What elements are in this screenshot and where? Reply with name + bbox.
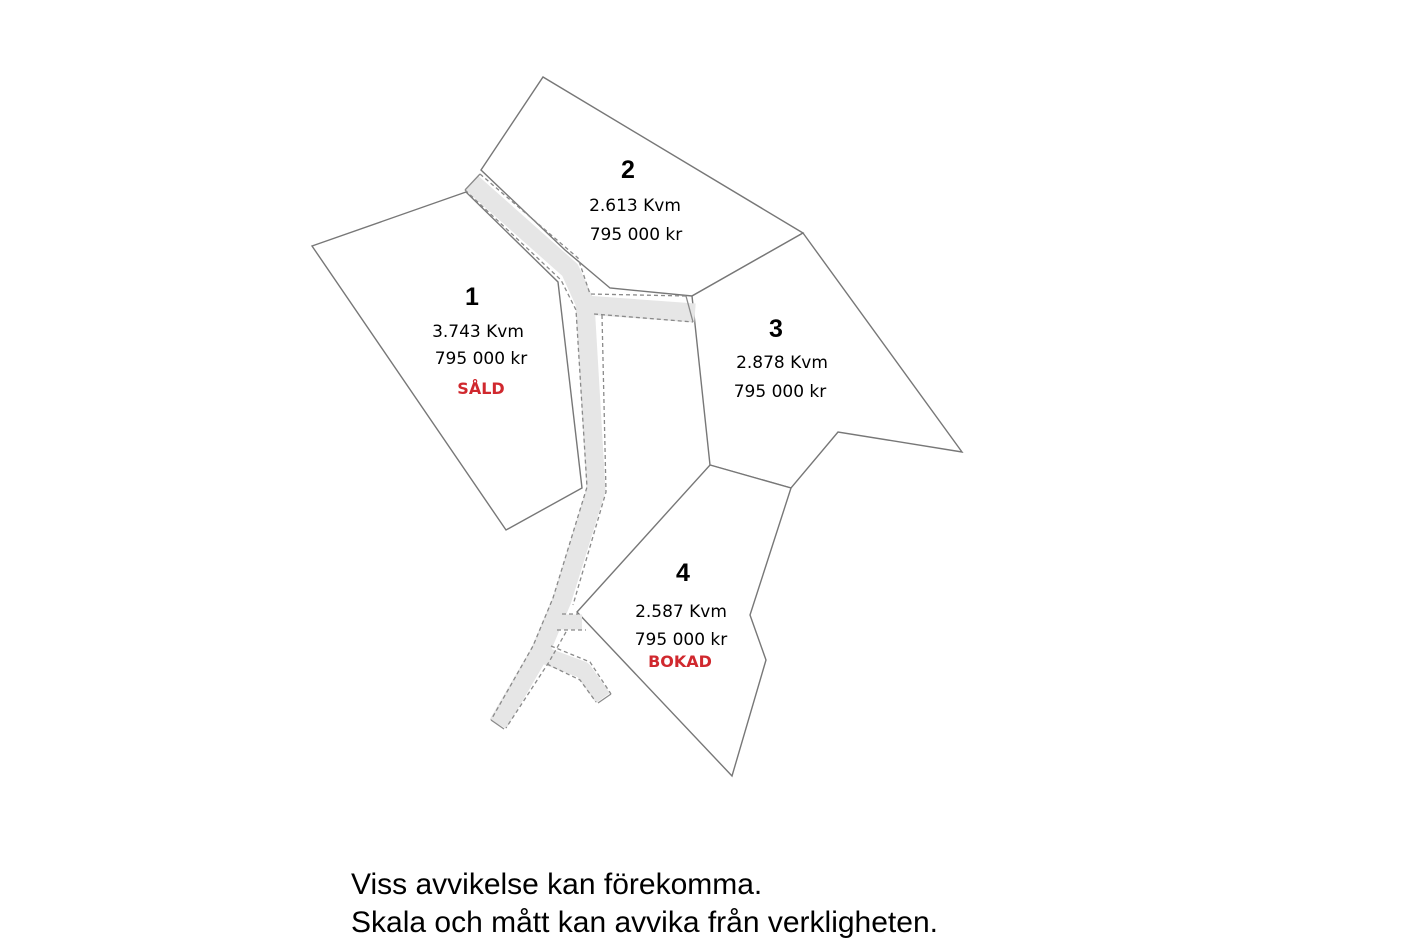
plot-1-status: SÅLD — [457, 379, 505, 398]
plot-3-number: 3 — [769, 315, 783, 343]
plot-3-area: 2.878 Kvm — [736, 353, 828, 373]
plot-3-price: 795 000 kr — [733, 382, 827, 402]
plot-1-number: 1 — [465, 283, 479, 311]
plot-4-number: 4 — [676, 559, 690, 587]
plot-1-area: 3.743 Kvm — [432, 322, 524, 342]
disclaimer — [351, 866, 1351, 942]
plot-4-area: 2.587 Kvm — [635, 602, 727, 622]
plot-2-price: 795 000 kr — [589, 225, 683, 245]
plot-1-price: 795 000 kr — [434, 349, 528, 369]
plot-4-status: BOKAD — [648, 652, 712, 671]
plot-2-area: 2.613 Kvm — [589, 196, 681, 216]
disclaimer-line-1: Viss avvikelse kan förekomma. — [351, 868, 763, 901]
plot-2-number: 2 — [621, 156, 635, 184]
plot-4-price: 795 000 kr — [634, 630, 728, 650]
disclaimer-line-2: Skala och mått kan avvika från verkligheten. — [351, 906, 938, 939]
